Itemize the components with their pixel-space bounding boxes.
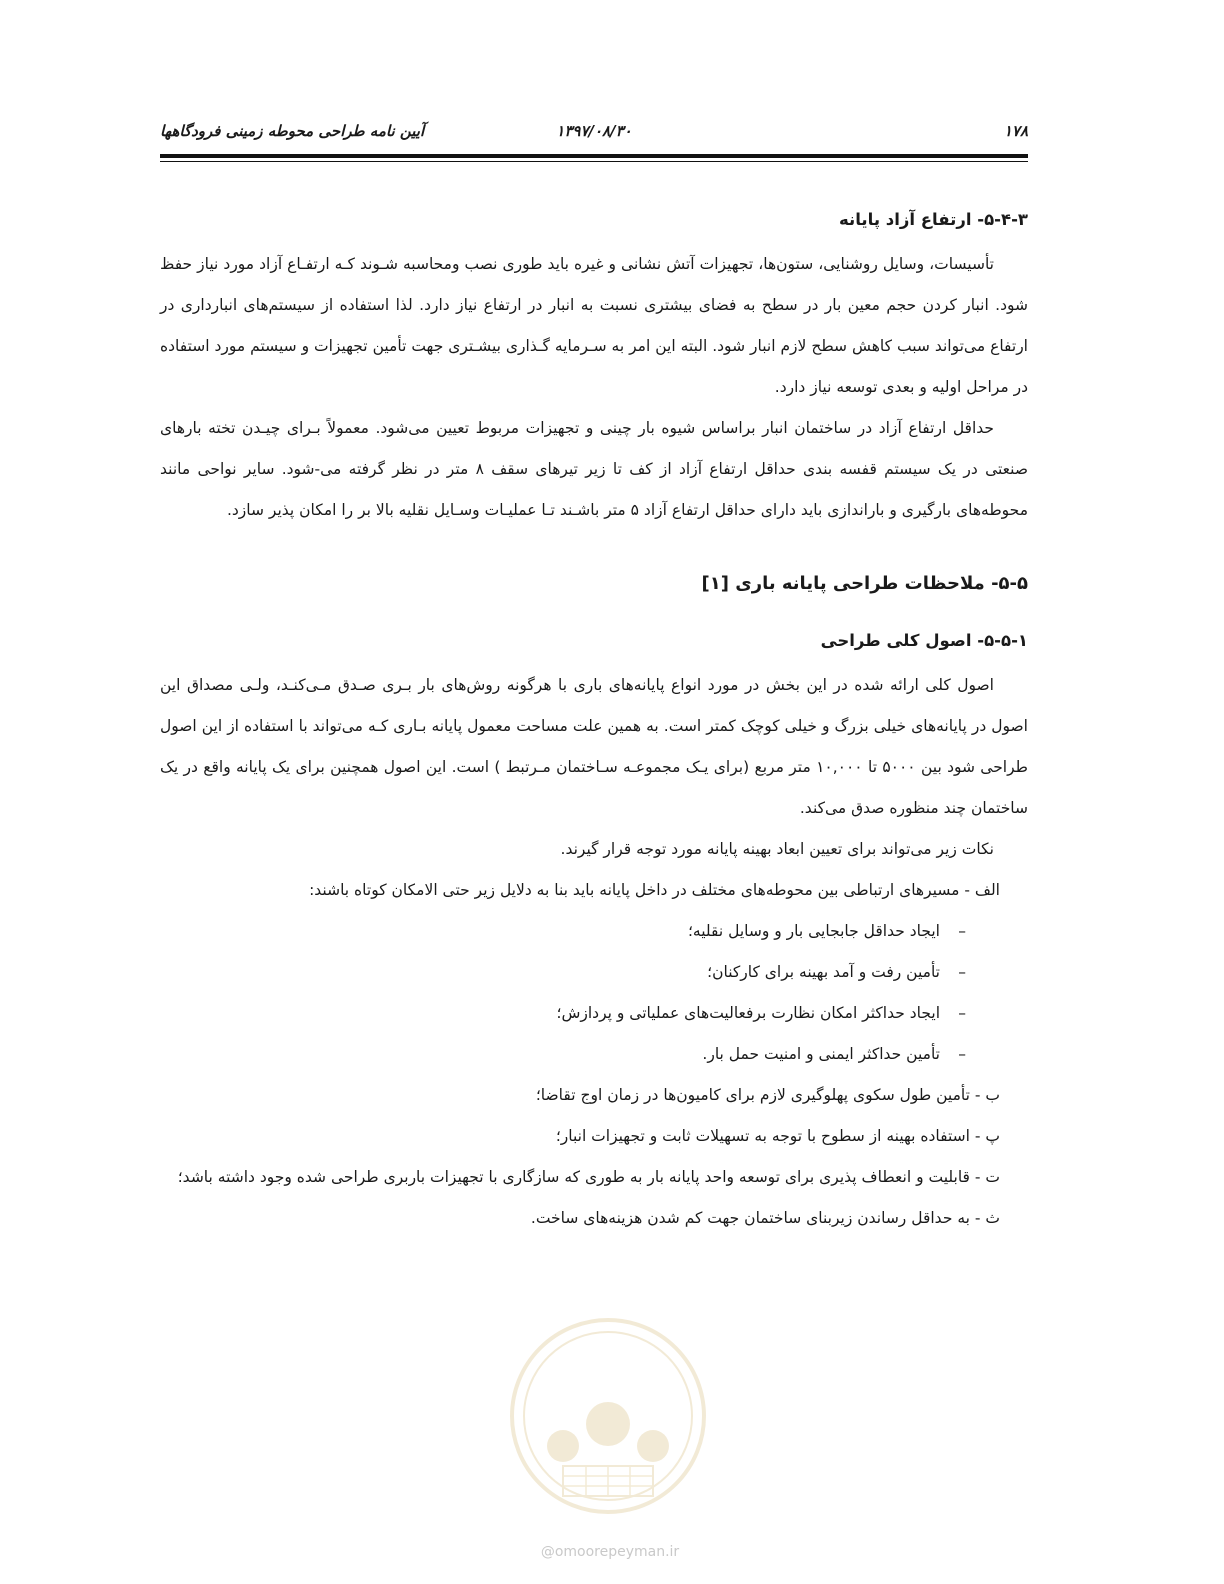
paragraph: حداقل ارتفاع آزاد در ساختمان انبار براساس شیوه بار چینی و تجهیزات مربوط تعیین می‌شود. معمولاً بـرای چیـدن تخته بارهای صنعتی در یک سیستم قفسه بندی حداقل ارتفاع آزاد از کف تا زیر تیرهای سقف ۸ متر در نظر گرفته می-شود. سایر نواحی مانند محوطه‌های بارگیری و باراندازی باید دارای حداقل ارتفاع آزاد ۵ متر باشـند تـا عملیـات وسـایل نقلیه بالا بر را امکان پذیر سازد. [160, 419, 1028, 519]
sub-list-item [160, 952, 1028, 993]
list-item-be: ب - تأمین طول سکوی پهلوگیری لازم برای کامیون‌ها در زمان اوج تقاضا؛ [535, 1086, 1000, 1104]
list-item-alef: الف - مسیرهای ارتباطی بین محوطه‌های مختلف در داخل پایانه باید بنا به دلایل زیر حتی الامکان کوتاه باشند: [309, 881, 1000, 899]
section-heading-5-5: ۵-۵- ملاحظات طراحی پایانه باری [۱] [701, 573, 1028, 594]
list-item-se: ث - به حداقل رساندن زیربنای ساختمان جهت کم شدن هزینه‌های ساخت. [530, 1209, 1000, 1227]
header-title: آیین نامه طراحی محوطه زمینی فرودگاهها [160, 122, 425, 140]
dash-marker: – [958, 963, 966, 981]
page-number: ۱۷۸ [1003, 122, 1028, 140]
page-header [160, 118, 1028, 148]
sub-list-item-text: تأمین رفت و آمد بهینه برای کارکنان؛ [707, 963, 940, 981]
header-rule-thin [160, 161, 1028, 162]
header-rule-thick [160, 154, 1028, 158]
list-item-pe: پ - استفاده بهینه از سطوح با توجه به تسهیلات ثابت و تجهیزات انبار؛ [555, 1127, 1000, 1145]
sub-list-item [160, 911, 1028, 952]
sub-list-item-text: ایجاد حداقل جابجایی بار و وسایل نقلیه؛ [687, 922, 940, 940]
sub-list-item [160, 1034, 1028, 1075]
dash-marker: – [958, 1004, 966, 1022]
list-item-te: ت - قابلیت و انعطاف پذیری برای توسعه واحد پایانه بار به طوری که سازگاری با تجهیزات باربری طراحی شده وجود داشته باشد؛ [177, 1168, 1000, 1186]
document-body [160, 198, 1028, 1239]
sub-list-item-text: ایجاد حداکثر امکان نظارت برفعالیت‌های عملیاتی و پردازش؛ [556, 1004, 940, 1022]
header-date: ۱۳۹۷/۰۸/۳۰ [556, 122, 632, 140]
paragraph: تأسیسات، وسایل روشنایی، ستون‌ها، تجهیزات آتش نشانی و غیره باید طوری نصب ومحاسبه شـوند کـه ارتفـاع آزاد مورد نیاز حفظ شود. انبار کردن حجم معین بار در سطح به فضای بیشتری نسبت به انبار در ارتفاع نیاز دارد. لذا استفاده از سیستم‌های انبارداری در ارتفاع می‌تواند سبب کاهش سطح لازم انبار شود. البته این امر به سـرمایه گـذاری بیشـتری جهت تأمین تجهیزات و سیستم مورد استفاده در مراحل اولیه و بعدی توسعه نیاز دارد. [160, 255, 1028, 396]
paragraph: نکات زیر می‌تواند برای تعیین ابعاد بهینه پایانه مورد توجه قرار گیرند. [560, 840, 994, 858]
paragraph: اصول کلی ارائه شده در این بخش در مورد انواع پایانه‌های باری با هرگونه روش‌های بار بـری صـدق مـی‌کنـد، ولـی مصداق این اصول در پایانه‌های خیلی بزرگ و خیلی کوچک کمتر است. به همین علت مساحت معمول پایانه بـاری کـه می‌تواند با استفاده از این اصول طراحی شود بین ۵۰۰۰ تا ۱۰,۰۰۰ متر مربع (برای یـک مجموعـه سـاختمان مـرتبط ) است. این اصول همچنین برای یک پایانه واقع در یک ساختمان چند منظوره صدق می‌کند. [160, 676, 1028, 817]
dash-marker: – [958, 922, 966, 940]
sub-list-item [160, 993, 1028, 1034]
watermark-logo [508, 1316, 708, 1516]
section-heading-5-5-1: ۵-۵-۱- اصول کلی طراحی [820, 631, 1028, 650]
watermark-url: @omoorepeyman.ir [540, 1544, 680, 1560]
section-heading-5-4-3: ۵-۴-۳- ارتفاع آزاد پایانه [839, 210, 1028, 229]
sub-list-item-text: تأمین حداکثر ایمنی و امنیت حمل بار. [702, 1045, 940, 1063]
dash-marker: – [958, 1045, 966, 1063]
